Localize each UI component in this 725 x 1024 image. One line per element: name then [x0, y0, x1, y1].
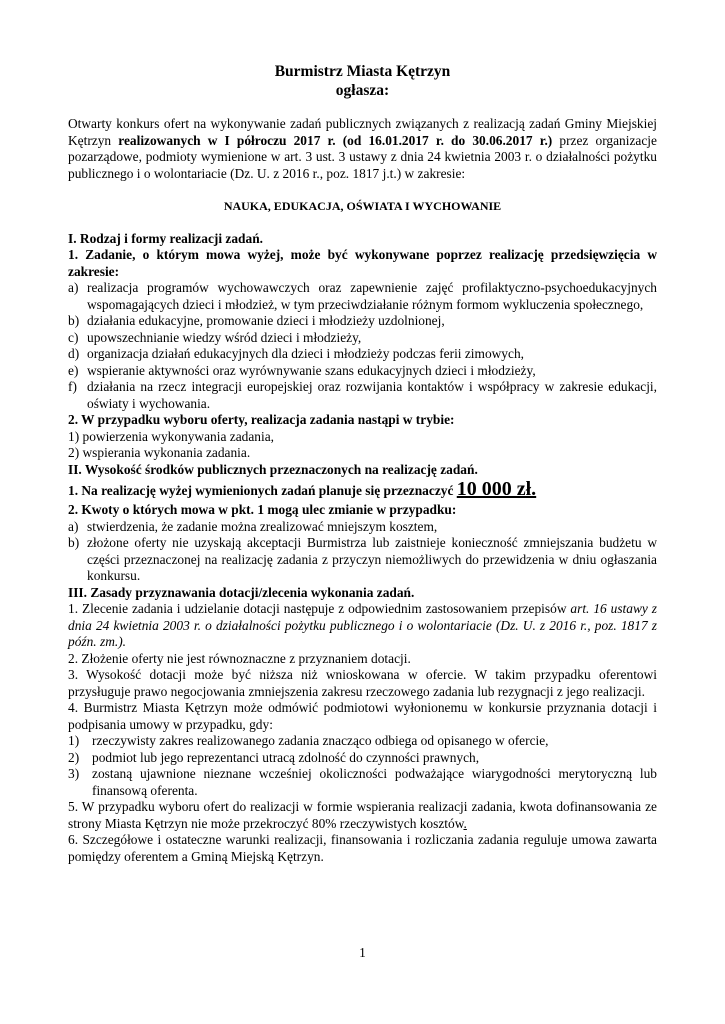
list-text: wspieranie aktywności oraz wyrównywanie szans edukacyjnych dzieci i młodzieży, [87, 362, 536, 378]
mode-item: 1) powierzenia wykonywania zadania, [68, 428, 274, 444]
list-item [68, 346, 657, 363]
section1-sub2: 2. W przypadku wyboru oferty, realizacja zadania nastąpi w trybie: [68, 412, 455, 427]
section1-heading: I. Rodzaj i formy realizacji zadań. [68, 230, 263, 246]
list-label: 3) [68, 766, 80, 781]
list-text: złożone oferty nie uzyskają akceptacji Burmistrza lub zaistnieje konieczność zmniejszania budżetu w części przeznaczonej na realizację zadania z przyczyn niemożliwych do przewidzenia w dniu ogłaszania konkursu. [87, 535, 657, 583]
section2-sub2: 2. Kwoty o których mowa w pkt. 1 mogą ulec zmianie w przypadku: [68, 502, 457, 517]
list-text: zostaną ujawnione nieznane wcześniej okoliczności podważające wiarygodności merytoryczną lub finansową oferenta. [92, 766, 657, 798]
list-label: b) [68, 535, 80, 550]
list-text: organizacja działań edukacyjnych dla dzieci i młodzieży podczas ferii zimowych, [87, 346, 524, 361]
list-item [68, 535, 657, 585]
list-text: stwierdzenia, że zadanie można zrealizować mniejszym kosztem, [87, 518, 438, 534]
intro-text-1: Otwarty konkurs ofert na wykonywanie zadań publicznych związanych z realizacją zadań Gminy Miejskiej Kętrzyn [68, 116, 657, 148]
page-number: 1 [359, 945, 366, 960]
document-title-line1: Burmistrz Miasta Kętrzyn [274, 63, 451, 80]
list-label: 2) [68, 749, 80, 765]
list-label: d) [68, 346, 80, 361]
list-text: działania edukacyjne, promowanie dzieci i młodzieży uzdolnionej, [87, 313, 445, 328]
amount-value: 10 000 zł. [456, 478, 537, 500]
list-text: podmiot lub jego reprezentanci utracą zdolność do czynności prawnych, [92, 749, 480, 765]
section3-p6: 6. Szczegółowe i ostateczne warunki realizacji, finansowania i rozliczania zadania reguluje umowa zawarta pomiędzy oferentem a Gminą Miejską Kętrzyn. [68, 832, 657, 864]
section2-heading: II. Wysokość środków publicznych przeznaczonych na realizację zadań. [68, 461, 478, 477]
section3-p1 [68, 601, 657, 651]
list-item [68, 379, 657, 412]
p1-text: 1. Zlecenie zadania i udzielanie dotacji następuje z odpowiednim zastosowaniem przepisów [68, 601, 571, 616]
list-text: działania na rzecz integracji europejskiej oraz rozwijania kontaktów i współpracy w zakresie edukacji, oświaty i wychowania. [87, 379, 657, 411]
list-text: rzeczywisty zakres realizowanego zadania znacząco odbiega od opisanego w ofercie, [92, 733, 549, 748]
intro-text-2: przez organizacje pozarządowe, podmioty wymienione w art. 3 ust. 3 ustawy z dnia 24 kwietnia 2003 r. o działalności pożytku publicznego i o wolontariacie (Dz. U. z 2016 r., poz. 1817 j.t.) w zakresie: [68, 132, 657, 181]
list-label: c) [68, 329, 79, 345]
section2-amount-line [68, 478, 657, 502]
mode-item: 2) wspierania wykonania zadania. [68, 445, 251, 460]
list-item [68, 330, 657, 347]
intro-paragraph [68, 116, 657, 182]
p5-text: 5. W przypadku wyboru ofert do realizacji w formie wspierania realizacji zadania, kwota dofinansowania ze strony Miasta Kętrzyn nie może przekroczyć 80% rzeczywistych kosztów [68, 799, 657, 831]
section1-items [68, 280, 657, 412]
list-item [68, 280, 657, 313]
list-text: upowszechnianie wiedzy wśród dzieci i młodzieży, [87, 329, 362, 345]
area-title: NAUKA, EDUKACJA, OŚWIATA I WYCHOWANIE [223, 199, 502, 213]
intro-period: realizowanych w I półroczu 2017 r. (od 16.01.2017 r. do 30.06.2017 r.) [118, 132, 553, 148]
list-item [68, 313, 657, 330]
section3-p4: 4. Burmistrz Miasta Kętrzyn może odmówić podmiotowi wyłonionemu w konkursie przyznania dotacji i podpisania umowy w przypadku, gdy: [68, 700, 657, 732]
list-item [68, 733, 657, 750]
list-item [68, 750, 657, 767]
section1-sub1: 1. Zadanie, o którym mowa wyżej, może być wykonywane poprzez realizację przedsięwzięcia w zakresie: [68, 247, 657, 279]
list-label: a) [68, 280, 79, 295]
list-label: a) [68, 518, 79, 534]
list-label: b) [68, 313, 80, 328]
p1-citation: art. 16 ustawy z dnia 24 kwietnia 2003 r. o działalności pożytku publicznego i o wolontariacie (Dz. U. z 2016 r., poz. 1817 z późn. zm.). [68, 601, 657, 649]
list-text: realizacja programów wychowawczych oraz zapewnienie zajęć profilaktyczno-psychoedukacyjnych wspomagających dzieci i młodzież, w tym przeciwdziałanie różnym formom wykluczenia społecznego, [87, 280, 657, 312]
document-title-line2: ogłasza: [335, 82, 390, 99]
list-item [68, 519, 657, 536]
list-label: 1) [68, 733, 80, 748]
section3-heading: III. Zasady przyznawania dotacji/zlecenia wykonania zadań. [68, 584, 415, 600]
list-label: e) [68, 362, 79, 378]
section3-p2: 2. Złożenie oferty nie jest równoznaczne z przyznaniem dotacji. [68, 650, 411, 666]
section3-p3: 3. Wysokość dotacji może być niższa niż wnioskowana w ofercie. W takim przypadku oferentowi przysługuje prawo negocjowania zmniejszenia zakresu rzeczowego zadania lub rezygnacji z jego realizacji. [68, 667, 657, 699]
amount-text: 1. Na realizację wyżej wymienionych zadań planuje się przeznaczyć [68, 483, 457, 498]
document-page [68, 62, 657, 865]
list-item [68, 766, 657, 799]
list-label: f) [68, 379, 77, 394]
section3-p5 [68, 799, 657, 832]
list-item [68, 363, 657, 380]
p5-end: . [463, 815, 467, 831]
